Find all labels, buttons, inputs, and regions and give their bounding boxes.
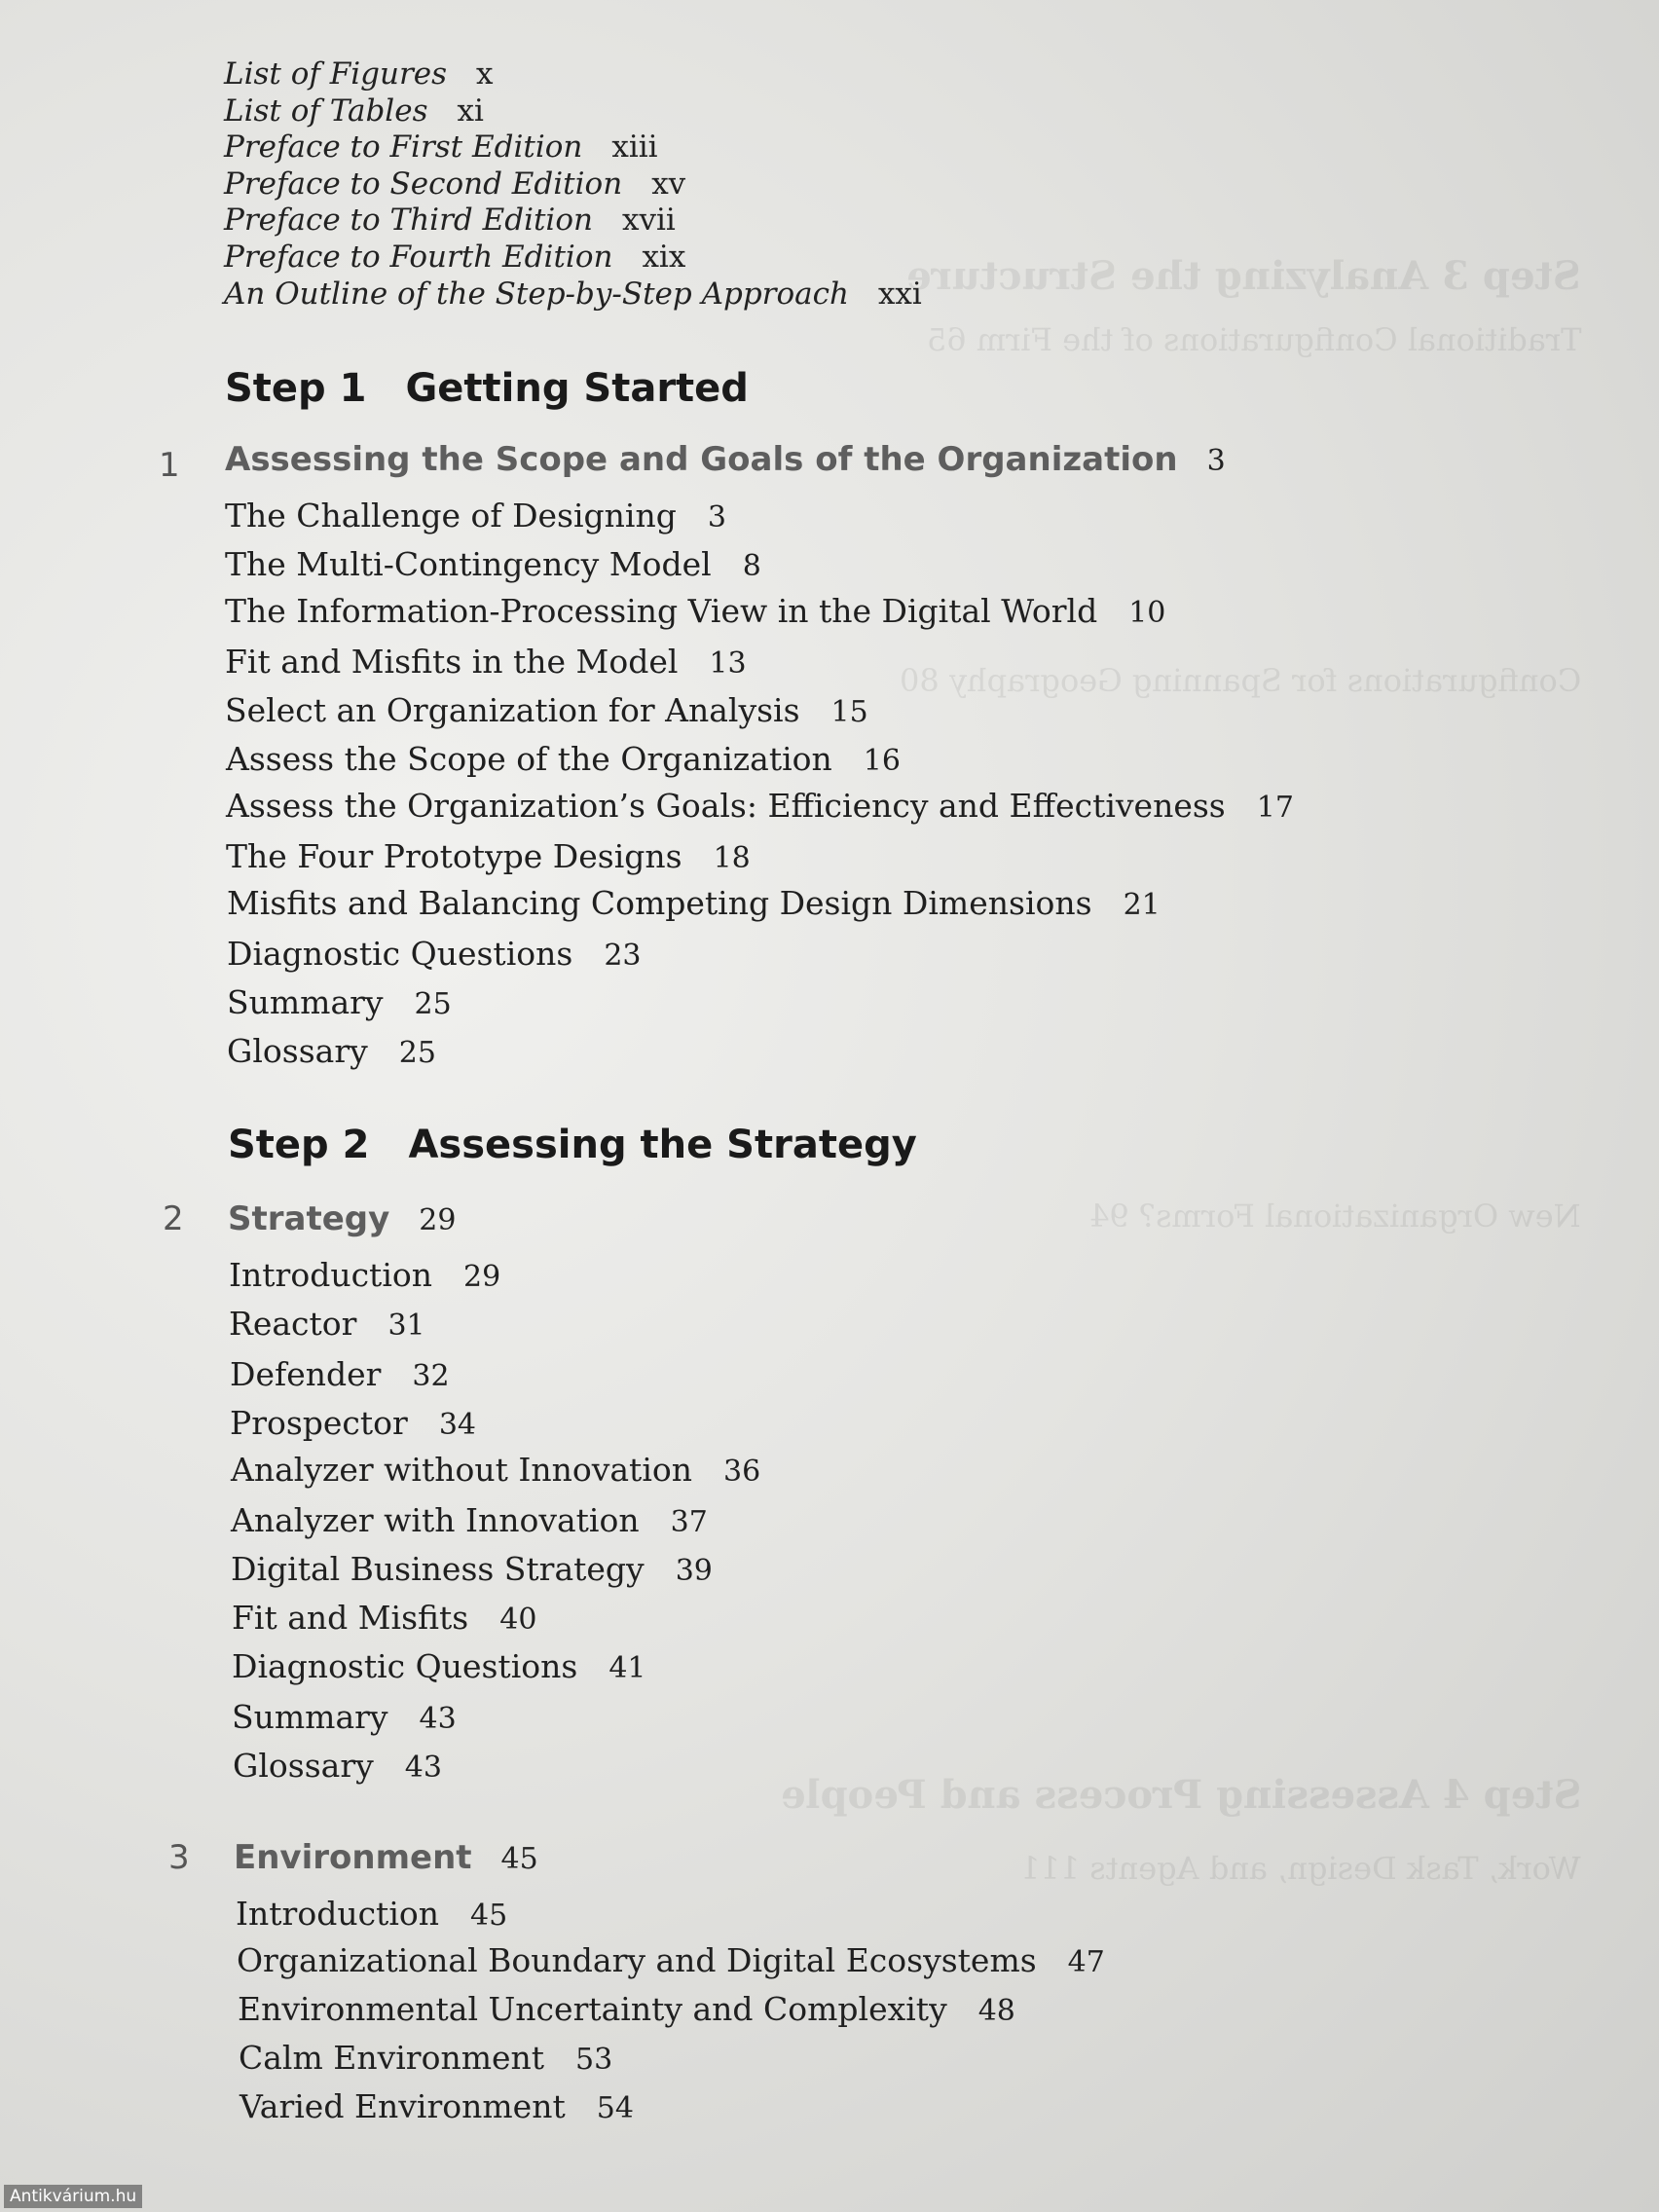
entry-title: Introduction	[229, 1256, 432, 1294]
front-matter-item[interactable]	[224, 240, 1198, 276]
toc-entry[interactable]	[226, 837, 751, 878]
front-matter-item[interactable]	[224, 166, 1198, 203]
entry-title: Preface to Fourth Edition	[224, 239, 613, 275]
page-number: xxi	[877, 276, 922, 312]
toc-entry[interactable]	[225, 497, 726, 537]
page-number: xiii	[611, 129, 658, 166]
toc-entry[interactable]	[239, 2039, 612, 2080]
toc-entry[interactable]	[229, 1305, 425, 1346]
entry-title: List of Tables	[224, 92, 428, 129]
entry-title: Summary	[232, 1698, 388, 1736]
entry-title: Introduction	[236, 1895, 439, 1933]
page-number: 53	[575, 2043, 613, 2077]
page-number: 8	[742, 549, 761, 583]
entry-title: Varied Environment	[240, 2087, 566, 2125]
entry-title: Preface to Second Edition	[224, 166, 623, 202]
chapter-number: 2	[163, 1199, 184, 1238]
front-matter-item[interactable]	[224, 276, 1198, 313]
page-number: 41	[608, 1651, 646, 1685]
chapter-title[interactable]	[228, 1199, 456, 1238]
entry-title: Prospector	[230, 1404, 408, 1442]
toc-entry[interactable]	[225, 545, 761, 586]
toc-entry[interactable]	[226, 740, 901, 781]
entry-title: Organizational Boundary and Digital Ecosystems	[237, 1941, 1037, 1979]
page-number: 3	[707, 500, 726, 535]
page-number: 54	[596, 2091, 634, 2125]
toc-entry[interactable]	[225, 643, 747, 683]
entry-title: Defender	[230, 1355, 382, 1393]
toc-entry[interactable]	[230, 1355, 450, 1396]
step-label: Step 1	[225, 366, 367, 411]
page-number: 25	[414, 987, 452, 1021]
entry-title: Preface to First Edition	[224, 129, 583, 166]
entry-title: Analyzer with Innovation	[231, 1501, 640, 1539]
entry-title: Assess the Organization’s Goals: Efficiency and Effectiveness	[226, 787, 1226, 825]
entry-title: The Challenge of Designing	[225, 497, 677, 535]
toc-entry[interactable]	[225, 691, 868, 732]
entry-title: Environmental Uncertainty and Complexity	[238, 1990, 947, 2028]
entry-title: The Four Prototype Designs	[226, 837, 682, 875]
entry-title: Digital Business Strategy	[231, 1550, 645, 1588]
entry-title: Fit and Misfits	[232, 1599, 469, 1637]
page-number: 23	[604, 939, 642, 973]
toc-entry[interactable]	[227, 935, 642, 976]
entry-title: Diagnostic Questions	[232, 1647, 578, 1685]
page-number: 31	[387, 1309, 425, 1343]
entry-title: The Information-Processing View in the Digital World	[225, 592, 1098, 630]
toc-entry[interactable]	[227, 1032, 436, 1073]
toc-entry[interactable]	[229, 1256, 500, 1297]
page-number: 39	[675, 1554, 713, 1588]
entry-title: Assess the Scope of the Organization	[226, 740, 832, 778]
page-number: x	[476, 56, 494, 92]
toc-entry[interactable]	[231, 1550, 713, 1591]
page-number: xvii	[621, 203, 676, 239]
entry-title: An Outline of the Step-by-Step Approach	[224, 276, 849, 312]
page-number: 3	[1206, 444, 1226, 478]
chapter-title-text: Environment	[234, 1838, 472, 1877]
page-number: 29	[463, 1260, 501, 1294]
toc-entry[interactable]	[236, 1895, 507, 1936]
page-number: 32	[412, 1359, 450, 1393]
page-number: 48	[977, 1994, 1015, 2028]
toc-entry[interactable]	[238, 1990, 1015, 2031]
entry-title: The Multi-Contingency Model	[225, 545, 712, 583]
entry-title: List of Figures	[224, 56, 448, 92]
toc-entry[interactable]	[231, 1501, 708, 1542]
page-number: xix	[642, 239, 686, 275]
entry-title: Glossary	[227, 1032, 368, 1070]
step-heading	[225, 366, 749, 411]
entry-title: Analyzer without Innovation	[231, 1451, 692, 1489]
chapter-title[interactable]	[225, 440, 1226, 479]
front-matter-item[interactable]	[224, 129, 1198, 166]
page-number: 45	[470, 1899, 508, 1933]
page-number: 29	[419, 1203, 457, 1237]
watermark: Antikvárium.hu	[4, 2185, 142, 2208]
step-title: Getting Started	[405, 366, 749, 411]
step-title: Assessing the Strategy	[408, 1123, 917, 1167]
toc-entry[interactable]	[230, 1404, 476, 1445]
page-number: xi	[457, 92, 484, 129]
entry-title: Preface to Third Edition	[224, 203, 593, 239]
front-matter-list	[224, 56, 1198, 313]
toc-entry[interactable]	[231, 1451, 760, 1492]
page-number: 43	[419, 1702, 457, 1736]
step-label: Step 2	[228, 1123, 370, 1167]
page-number: 40	[499, 1603, 537, 1637]
chapter-number: 1	[159, 446, 180, 485]
page-number: 16	[863, 744, 901, 778]
toc-entry[interactable]	[237, 1941, 1105, 1982]
toc-page: Step 3 Analyzing the Structure Traditional Configurations of the Firm 65 Configurations for Spanning Geography 80 New Organizational Forms? 94 Step 4 Assessing Process and People Work, Task Design, and Agents 111 List of Figures x List of Tables xi Preface to First Edition xiii Preface to Second Edition xv Preface to Third Edition xvii Preface to Fourth Edition xix An Outline of the Step-by-Step Approach xxi Step 1 Getting Started 1 Assessing the Scope and Goals of the Organization 3 The Challenge of Designing 3 The Multi-Contingency Model 8 The Information-Processing View in the Digital World 10 Fit and Misfits in the Model 13 Select an Organization for Analysis 15 Assess the Scope of the Organization 16 Assess the Organization’s Goals: Efficiency and Effectiveness 17 The Four Prototype Designs 18 Misfits and Balancing Competing Design Dimensions 21 Diagnostic Questions 23 Summary 25 Glossary 25 Step 2 Assessing the Strategy 2 Strategy 29 Introduction 29 Reactor 31 Defender 32 Prospector 34 Analyzer without Innovation 36 Analyzer with Innovation 37 Digital Business Strategy 39 Fit and Misfits 40 Diagnostic Questions 41 Summary 43 Glossary 43 3 Environment 45 Introduction 45 Organizational Boundary and Digital Ecosystems 47 Environmental Uncertainty and Complexity 48 Calm Environment 53 Varied Environment 54 Antikvárium.hu	[0, 0, 1659, 2212]
entry-title: Misfits and Balancing Competing Design Dimensions	[227, 884, 1092, 922]
chapter-title[interactable]	[234, 1838, 538, 1877]
toc-entry[interactable]	[233, 1747, 442, 1788]
front-matter-item[interactable]	[224, 56, 1198, 93]
page-number: 18	[713, 841, 751, 875]
page-number: 21	[1123, 888, 1161, 922]
page-number: xv	[651, 166, 686, 202]
chapter-title-text: Assessing the Scope and Goals of the Organization	[225, 440, 1178, 479]
page-number: 43	[404, 1751, 442, 1785]
page-number: 34	[438, 1408, 477, 1442]
page-number: 10	[1128, 596, 1166, 630]
page-number: 37	[670, 1505, 708, 1539]
page-number: 15	[830, 695, 868, 729]
page-number: 36	[723, 1455, 761, 1489]
entry-title: Diagnostic Questions	[227, 935, 573, 973]
page-number: 45	[500, 1842, 538, 1876]
entry-title: Fit and Misfits in the Model	[225, 643, 679, 681]
entry-title: Glossary	[233, 1747, 374, 1785]
toc-entry[interactable]	[232, 1647, 646, 1688]
step-heading	[228, 1123, 917, 1167]
page-number: 17	[1256, 791, 1294, 825]
entry-title: Summary	[227, 983, 384, 1021]
chapter-number: 3	[168, 1838, 190, 1877]
toc-entry[interactable]	[227, 884, 1161, 925]
toc-entry[interactable]	[232, 1599, 536, 1640]
toc-entry[interactable]	[232, 1698, 457, 1739]
toc-entry[interactable]	[240, 2087, 634, 2128]
front-matter-item[interactable]	[224, 203, 1198, 240]
entry-title: Select an Organization for Analysis	[225, 691, 800, 729]
page-number: 13	[709, 646, 747, 681]
toc-entry[interactable]	[225, 592, 1165, 633]
entry-title: Reactor	[229, 1305, 357, 1343]
entry-title: Calm Environment	[239, 2039, 545, 2077]
page-number: 25	[398, 1036, 436, 1070]
toc-entry[interactable]	[227, 983, 452, 1024]
toc-entry[interactable]	[226, 787, 1294, 828]
chapter-title-text: Strategy	[228, 1199, 390, 1238]
front-matter-item[interactable]	[224, 93, 1198, 130]
page-number: 47	[1067, 1945, 1105, 1979]
